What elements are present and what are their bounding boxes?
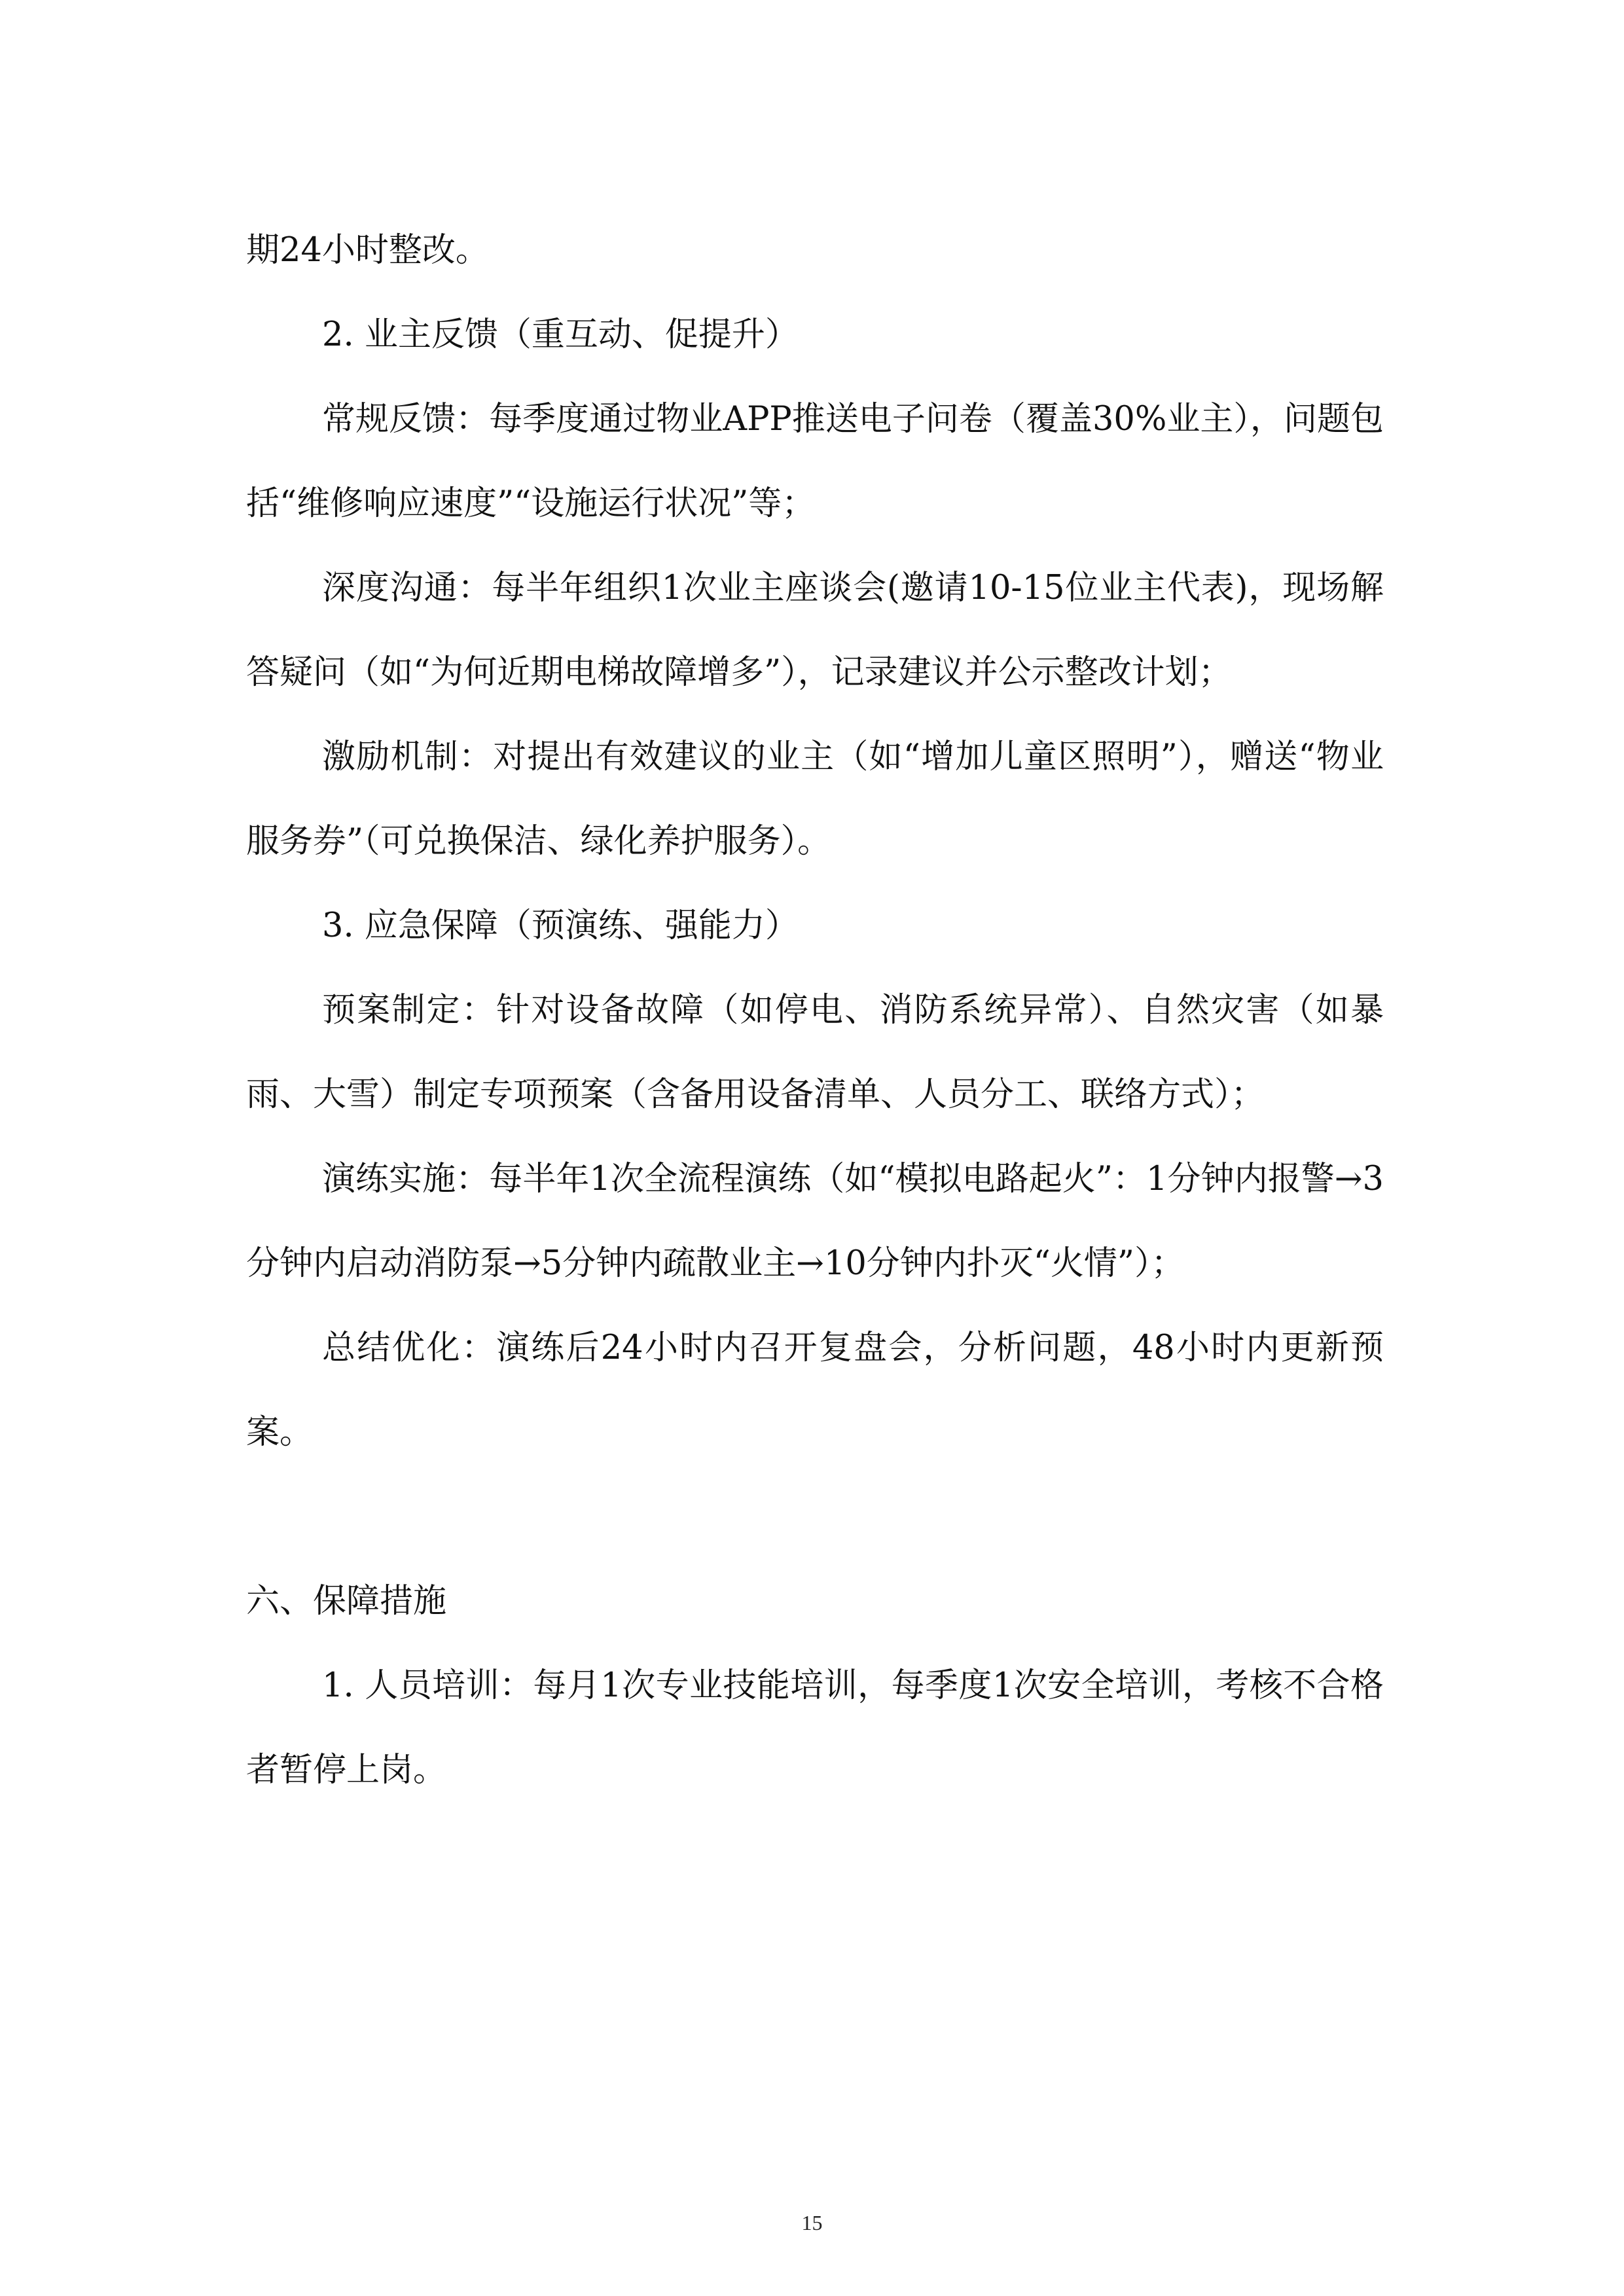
paragraph-incentive-mechanism: 激励机制：对提出有效建议的业主（如“增加儿童区照明”），赠送“物业服务券”（可兑换保洁、绿化养护服务）。: [246, 738, 1384, 861]
section-heading-safeguards: 六、保障措施: [246, 1582, 447, 1621]
page-number: 15: [801, 2211, 823, 2234]
paragraph-drill-implementation: 演练实施：每半年1次全流程演练（如“模拟电路起火”：1分钟内报警→3分钟内启动消防泵→5分钟内疏散业主→10分钟内扑灭“火情”）；: [246, 1160, 1384, 1283]
paragraph-staff-training: 1. 人员培训：每月1次专业技能培训，每季度1次安全培训，考核不合格者暂停上岗。: [246, 1666, 1384, 1789]
subheading-owner-feedback: 2. 业主反馈（重互动、促提升）: [322, 315, 799, 354]
paragraph-continuation: 期24小时整改。: [246, 231, 489, 270]
paragraph-summary-optimization: 总结优化：演练后24小时内召开复盘会，分析问题，48小时内更新预案。: [246, 1329, 1384, 1452]
paragraph-deep-communication: 深度沟通：每半年组织1次业主座谈会(邀请10-15位业主代表)，现场解答疑问（如“为何近期电梯故障增多”），记录建议并公示整改计划；: [246, 569, 1384, 692]
subheading-emergency-guarantee: 3. 应急保障（预演练、强能力）: [322, 906, 799, 945]
document-body: [246, 208, 1384, 1812]
paragraph-plan-formulation: 预案制定：针对设备故障（如停电、消防系统异常）、自然灾害（如暴雨、大雪）制定专项预案（含备用设备清单、人员分工、联络方式）；: [246, 991, 1384, 1114]
paragraph-regular-feedback: 常规反馈：每季度通过物业APP推送电子问卷（覆盖30%业主），问题包括“维修响应速度”“设施运行状况”等；: [246, 400, 1384, 523]
